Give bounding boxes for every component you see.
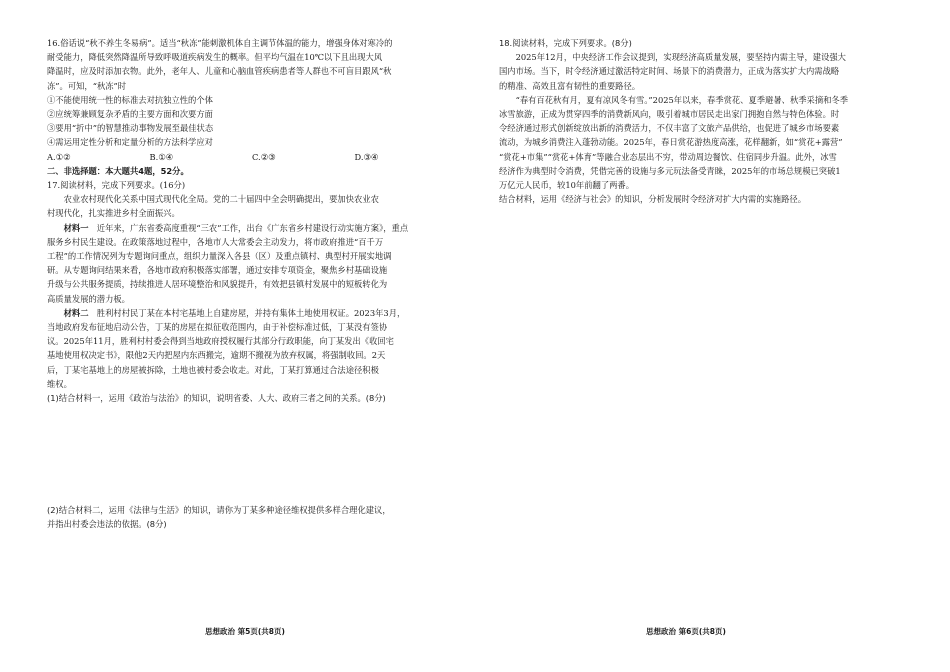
- section-2-heading: 二、非选择题：本大题共4题，52分。: [47, 165, 189, 176]
- page-5-footer: 思想政治 第5页(共8页): [205, 627, 285, 636]
- material-1-label: 材料一: [63, 222, 89, 233]
- q18-task: 结合材料，运用《经济与社会》的知识，分析发展时令经济对扩大内需的实施路径。: [499, 194, 806, 205]
- q16-option-b: B.①④: [149, 151, 174, 162]
- q18-para-2-line: 经济作为典型时令消费，凭借完善的设施与多元玩法备受青睐，2025年的市场总规模已突破1: [499, 165, 841, 176]
- q16-option-c: C.②③: [252, 151, 276, 162]
- q16-option-a: A.①②: [47, 151, 71, 162]
- q16-stem-line: 冻”。可知，“秋冻”时: [47, 80, 127, 91]
- q17-material-1-line: [47, 221, 457, 235]
- q17-material-1-line: 高质量发展的潜力板。: [47, 293, 130, 304]
- q17-material-1-line: 服务乡村民生建设。在政策落地过程中，各地市人大常委会主动发力，将市政府推进“百千万: [47, 236, 384, 247]
- q16-stem-line: 降温时，应及时添加衣物。此外，老年人、儿童和心脑血管疾病患者等人群也不可盲目跟风“秋: [47, 66, 392, 77]
- q17-material-2-line: 后，丁某宅基地上的房屋被拆除，土地也被村委会收走。对此，丁某打算通过合法途径积极: [47, 364, 379, 375]
- q18-para-1-line: 国内市场。当下，时令经济通过激活特定时间、场景下的消费潜力，正成为落实扩大内需战略: [499, 66, 840, 77]
- q17-material-2-line: 当地政府发布征地启动公告，丁某的房屋在拟征收范围内，由于补偿标准过低，丁某没有签协: [47, 322, 388, 333]
- q16-item-1: ①不能使用统一性的标准去对抗独立性的个体: [47, 94, 213, 105]
- q17-intro-line: 农业农村现代化关系中国式现代化全局。党的二十届四中全会明确提出，要加快农业农: [63, 194, 379, 205]
- q16-stem-line: 16.俗话说“秋不养生冬易病”。适当“秋冻”能刺激机体自主调节体温的能力，增强身体对寒冷的: [47, 38, 393, 48]
- q17-sub-question-1: (1)结合材料一，运用《政治与法治》的知识，说明省委、人大、政府三者之间的关系。(8分): [47, 393, 386, 404]
- q17-material-1-line: 研。从专题询问结果来看，各地市政府积极落实部署，通过安排专项资金，聚焦乡村基础设施: [47, 265, 388, 276]
- q17-material-2-line: 基地使用权决定书》，限他2天内把屋内东西搬完，逾期不搬视为放弃权属，将强制收回。2天: [47, 350, 386, 361]
- q18-para-1-line: 的精准、高效且富有韧性的重要路径。: [499, 80, 641, 91]
- q16-item-2: ②应统筹兼顾复杂矛盾的主要方面和次要方面: [47, 109, 213, 120]
- page-6-footer: 思想政治 第6页(共8页): [646, 627, 726, 636]
- q18-para-2-line: 令经济通过形式创新绽放出新的消费活力，不仅丰富了文旅产品供给，也促进了城乡市场要素: [499, 123, 840, 134]
- q17-title: 17.阅读材料，完成下列要求。(16分): [47, 180, 186, 191]
- q17-material-1-line: 升级与公共服务提质，持续推进人居环境整治和风貌提升，有效把县镇村发展中的短板转化为: [47, 279, 388, 290]
- material-2-label: 材料二: [63, 307, 89, 318]
- material-2-text: 胜利村村民丁某在本村宅基地上自建房屋，并持有集体土地使用权证。2023年3月，: [96, 307, 406, 318]
- q17-sub-question-2-cont: 并指出村委会违法的依据。(8分): [47, 519, 167, 530]
- q18-para-2-line: 万亿元人民币，较10年前翻了两番。: [499, 180, 635, 191]
- exam-page-6: [475, 0, 950, 672]
- q17-material-2-line: 维权。: [47, 378, 72, 389]
- q17-material-2-line: 议。2025年11月，胜利村村委会得到当地政府授权履行其部分行政职能，向丁某发出《收回宅: [47, 336, 394, 347]
- q18-para-2-line: “春有百花秋有月，夏有凉风冬有雪。”2025年以来，春季赏花、夏季避暑、秋季采摘和冬季: [515, 94, 849, 105]
- q18-para-2-line: 流动，为城乡消费注入蓬勃动能。2025年，春日赏花游热度高涨，花样翻新，如“赏花+露营”: [499, 137, 843, 148]
- q16-stem-line: 耐受能力，降低突然降温所导致呼吸道疾病发生的概率。但平均气温在10℃以下且出现大风: [47, 52, 383, 63]
- q16-options: [47, 150, 457, 164]
- q18-title: 18.阅读材料，完成下列要求。(8分): [499, 38, 632, 48]
- q17-material-2-line: [47, 306, 457, 320]
- q17-intro-line: 村现代化，扎实推进乡村全面振兴。: [47, 208, 180, 219]
- q16-option-d: D.③④: [354, 151, 379, 162]
- question-18: [499, 36, 909, 206]
- question-16: [47, 36, 457, 164]
- q17-material-1-line: 工程”的工作情况列为专题询问重点，组织力量深入各县（区）及重点镇村、典型村开展实地调: [47, 251, 392, 262]
- page-5-content: [47, 36, 457, 532]
- q16-item-3: ③要用“折中”的智慧推动事物发展至最佳状态: [47, 123, 214, 134]
- q17-sub-question-2: (2)结合材料二，运用《法律与生活》的知识，请你为丁某多种途径维权提供多样合理化建议，: [47, 505, 391, 516]
- material-1-text: 近年来，广东省委高度重视“三农”工作，出台《广东省乡村建设行动实施方案》，重点: [96, 222, 409, 233]
- answer-space: [47, 405, 457, 503]
- page-6-content: [499, 36, 909, 206]
- q16-item-4: ④需运用定性分析和定量分析的方法科学应对: [47, 137, 213, 148]
- question-17: [47, 178, 457, 532]
- q18-para-1-line: 2025年12月，中央经济工作会议提到，实现经济高质量发展，要坚持内需主导，建设强大: [515, 52, 846, 63]
- q18-para-2-line: 冰雪旅游，正成为贯穿四季的消费新风向，吸引着城市居民走出家门拥抱自然与特色体验。时: [499, 109, 840, 120]
- q18-para-2-line: “赏花+市集”“赏花+体育”等融合业态层出不穷，带动周边餐饮、住宿同步升温。此外，冰雪: [499, 151, 837, 162]
